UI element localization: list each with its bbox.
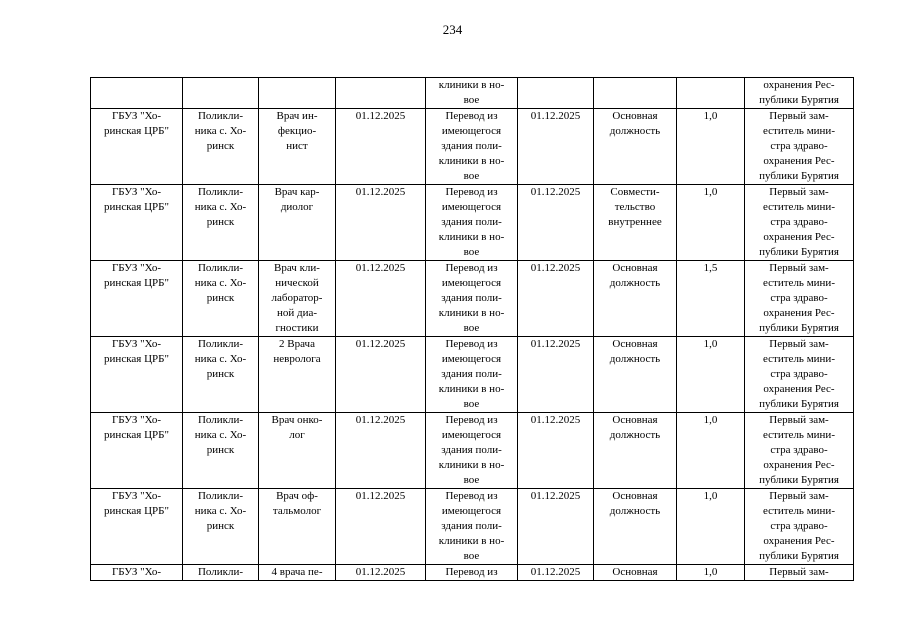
cell-department [183, 337, 259, 413]
cell-text: Поликли- ника с. Хо- ринск [194, 186, 247, 228]
cell-reason [426, 413, 518, 489]
cell-department [183, 489, 259, 565]
cell-text: 01.12.2025 [530, 566, 581, 578]
cell-text: Основная должность [609, 490, 661, 517]
cell-reason [426, 489, 518, 565]
cell-rate [677, 185, 745, 261]
cell-institution [91, 337, 183, 413]
cell-text: Первый зам- еститель мини- стра здраво- охранения Рес- публики Бурятия [759, 414, 839, 486]
cell-date-effective [518, 78, 594, 109]
cell-date-effective [518, 565, 594, 581]
cell-text: 1,0 [703, 186, 718, 198]
cell-text: Первый зам- еститель мини- стра здраво- охранения Рес- публики Бурятия [759, 262, 839, 334]
cell-reason [426, 109, 518, 185]
table-row [91, 78, 854, 109]
cell-text: 01.12.2025 [355, 414, 406, 426]
cell-approver [745, 413, 854, 489]
table-row [91, 185, 854, 261]
cell-text: 01.12.2025 [355, 110, 406, 122]
cell-employment-type [594, 109, 677, 185]
cell-text: Врач ин- фекцио- нист [276, 110, 318, 152]
cell-employment-type [594, 185, 677, 261]
cell-text: Основная должность [609, 262, 661, 289]
cell-institution [91, 565, 183, 581]
cell-approver [745, 185, 854, 261]
cell-text: Первый зам- еститель мини- стра здраво- охранения Рес- публики Бурятия [759, 186, 839, 258]
cell-employment-type [594, 261, 677, 337]
cell-date-effective [518, 413, 594, 489]
cell-rate [677, 413, 745, 489]
cell-text: Поликли- [197, 566, 244, 578]
cell-date-effective [518, 489, 594, 565]
cell-text: Перевод из имеющегося здания поли- клиники в но- вое [438, 186, 505, 258]
cell-text: 01.12.2025 [530, 414, 581, 426]
staffing-table [90, 77, 854, 581]
cell-date-effective [518, 109, 594, 185]
cell-approver [745, 337, 854, 413]
cell-text: Совмести- тельство внутреннее [608, 186, 662, 228]
cell-text: ГБУЗ "Хо- ринская ЦРБ" [104, 186, 169, 213]
cell-approver [745, 109, 854, 185]
table-row [91, 413, 854, 489]
cell-date-start [336, 489, 426, 565]
cell-date-start [336, 185, 426, 261]
cell-text: 1,0 [703, 490, 718, 502]
cell-rate [677, 109, 745, 185]
cell-date-effective [518, 337, 594, 413]
table-row [91, 489, 854, 565]
cell-date-start [336, 565, 426, 581]
cell-date-start [336, 261, 426, 337]
cell-text: Перевод из имеющегося здания поли- клиники в но- вое [438, 414, 505, 486]
cell-text: Перевод из [445, 566, 498, 578]
cell-text: ГБУЗ "Хо- ринская ЦРБ" [104, 490, 169, 517]
cell-position [259, 565, 336, 581]
cell-reason [426, 78, 518, 109]
cell-text: Основная должность [609, 110, 661, 137]
cell-text: Перевод из имеющегося здания поли- клиники в но- вое [438, 262, 505, 334]
table-row [91, 261, 854, 337]
cell-text: Основная должность [609, 414, 661, 441]
cell-reason [426, 261, 518, 337]
cell-institution [91, 185, 183, 261]
cell-text: ГБУЗ "Хо- ринская ЦРБ" [104, 338, 169, 365]
cell-text: 4 врача пе- [271, 566, 323, 578]
cell-text: Врач онко- лог [271, 414, 323, 441]
cell-rate [677, 489, 745, 565]
cell-institution [91, 261, 183, 337]
cell-text: Первый зам- еститель мини- стра здраво- охранения Рес- публики Бурятия [759, 110, 839, 182]
cell-date-effective [518, 261, 594, 337]
cell-employment-type [594, 337, 677, 413]
cell-department [183, 565, 259, 581]
cell-text: Поликли- ника с. Хо- ринск [194, 110, 247, 152]
cell-text: 1,0 [703, 414, 718, 426]
cell-text: 01.12.2025 [530, 338, 581, 350]
cell-rate [677, 261, 745, 337]
table-row [91, 565, 854, 581]
cell-department [183, 185, 259, 261]
cell-text: клиники в но- вое [438, 79, 505, 106]
cell-date-effective [518, 185, 594, 261]
cell-reason [426, 185, 518, 261]
cell-text: 01.12.2025 [530, 186, 581, 198]
cell-text: Перевод из имеющегося здания поли- клиники в но- вое [438, 110, 505, 182]
cell-text: ГБУЗ "Хо- ринская ЦРБ" [104, 414, 169, 441]
cell-text: Перевод из имеющегося здания поли- клиники в но- вое [438, 338, 505, 410]
cell-text: 1,0 [703, 338, 718, 350]
cell-position [259, 413, 336, 489]
cell-employment-type [594, 413, 677, 489]
cell-text: охранения Рес- публики Бурятия [759, 79, 839, 106]
cell-text: 2 Врача невролога [273, 338, 321, 365]
cell-text: 01.12.2025 [355, 566, 406, 578]
cell-text: ГБУЗ "Хо- ринская ЦРБ" [104, 110, 169, 137]
cell-position [259, 109, 336, 185]
cell-text: 01.12.2025 [355, 186, 406, 198]
cell-text: 1,0 [703, 110, 718, 122]
cell-department [183, 261, 259, 337]
cell-text: 01.12.2025 [530, 262, 581, 274]
cell-employment-type [594, 565, 677, 581]
cell-text: ГБУЗ "Хо- [111, 566, 162, 578]
cell-text: Врач оф- тальмолог [272, 490, 322, 517]
cell-text: Поликли- ника с. Хо- ринск [194, 490, 247, 532]
cell-text: 01.12.2025 [355, 490, 406, 502]
cell-text: Врач кли- нической лаборатор- ной диа- гностики [271, 262, 323, 334]
cell-text: 01.12.2025 [355, 338, 406, 350]
cell-text: ГБУЗ "Хо- ринская ЦРБ" [104, 262, 169, 289]
cell-position [259, 489, 336, 565]
cell-text: Врач кар- диолог [274, 186, 320, 213]
cell-text: 01.12.2025 [355, 262, 406, 274]
cell-institution [91, 78, 183, 109]
cell-date-start [336, 413, 426, 489]
cell-text: Первый зам- еститель мини- стра здраво- охранения Рес- публики Бурятия [759, 338, 839, 410]
page-number: 234 [442, 22, 463, 37]
cell-text: Поликли- ника с. Хо- ринск [194, 414, 247, 456]
cell-institution [91, 489, 183, 565]
cell-rate [677, 78, 745, 109]
cell-reason [426, 337, 518, 413]
cell-text: Поликли- ника с. Хо- ринск [194, 262, 247, 304]
cell-approver [745, 565, 854, 581]
cell-text: Основная [612, 566, 658, 578]
cell-approver [745, 78, 854, 109]
cell-text: 1,0 [703, 566, 718, 578]
cell-reason [426, 565, 518, 581]
cell-date-start [336, 78, 426, 109]
cell-position [259, 337, 336, 413]
cell-date-start [336, 337, 426, 413]
cell-rate [677, 337, 745, 413]
cell-text: 01.12.2025 [530, 110, 581, 122]
cell-department [183, 413, 259, 489]
cell-rate [677, 565, 745, 581]
cell-approver [745, 489, 854, 565]
cell-position [259, 185, 336, 261]
cell-text: 01.12.2025 [530, 490, 581, 502]
cell-employment-type [594, 489, 677, 565]
cell-text: 1,5 [703, 262, 718, 274]
cell-department [183, 78, 259, 109]
cell-approver [745, 261, 854, 337]
cell-text: Перевод из имеющегося здания поли- клиники в но- вое [438, 490, 505, 562]
table-row [91, 109, 854, 185]
cell-employment-type [594, 78, 677, 109]
cell-text: Первый зам- еститель мини- стра здраво- охранения Рес- публики Бурятия [759, 490, 839, 562]
cell-text: Поликли- ника с. Хо- ринск [194, 338, 247, 380]
cell-institution [91, 109, 183, 185]
cell-institution [91, 413, 183, 489]
cell-department [183, 109, 259, 185]
cell-position [259, 78, 336, 109]
cell-text: Первый зам- [769, 566, 829, 578]
cell-position [259, 261, 336, 337]
cell-text: Основная должность [609, 338, 661, 365]
cell-date-start [336, 109, 426, 185]
table-row [91, 337, 854, 413]
